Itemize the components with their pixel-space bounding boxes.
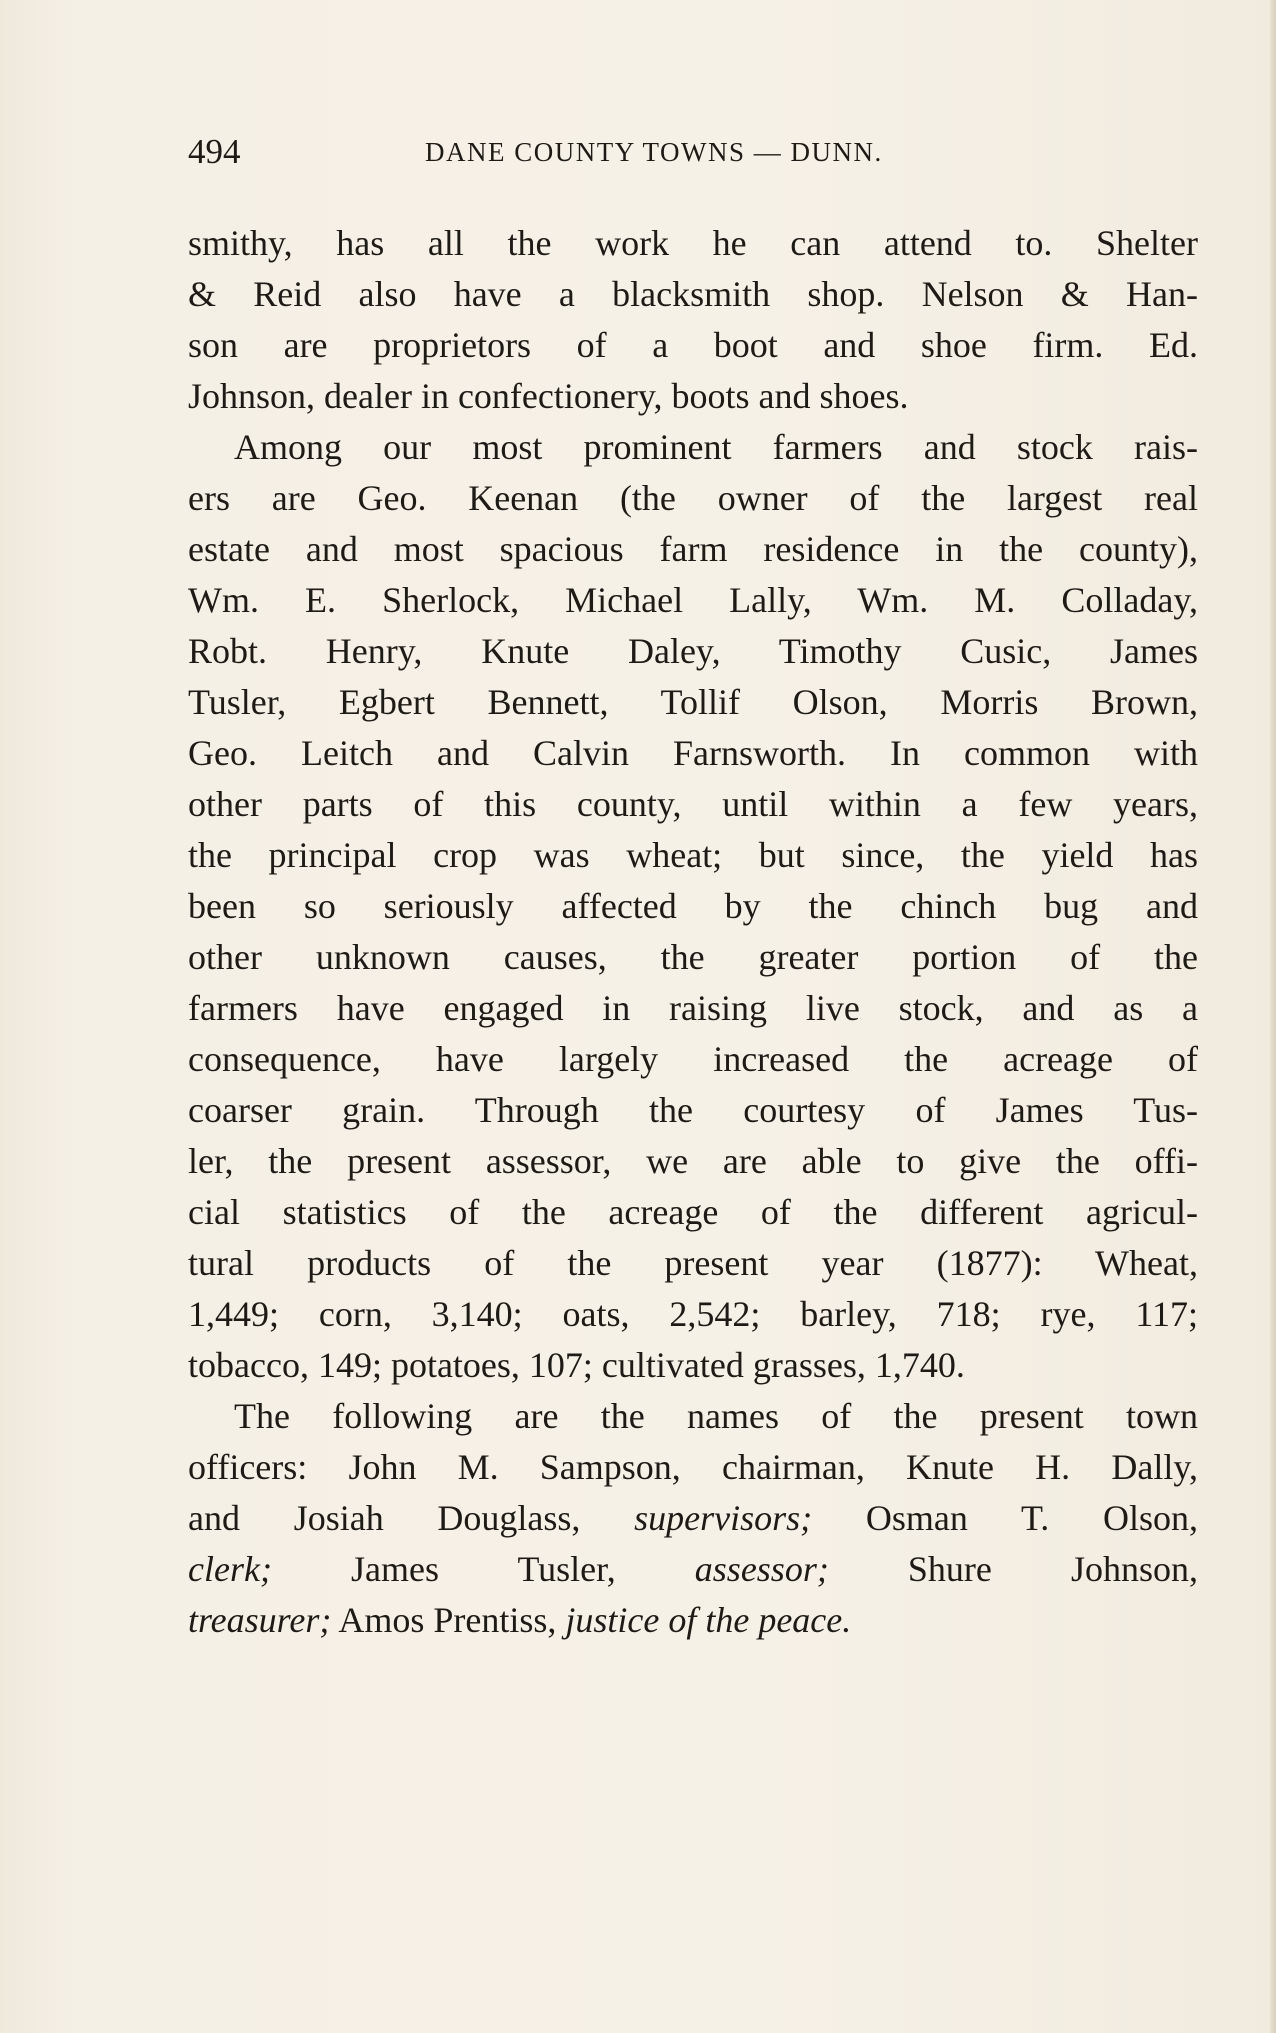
text-line: ler, the present assessor, we are able to give the offi- — [188, 1141, 1198, 1181]
italic-title: supervisors; — [634, 1498, 813, 1538]
text-line: & Reid also have a blacksmith shop. Nelson & Han- — [188, 274, 1198, 314]
italic-title: clerk; — [188, 1549, 272, 1589]
text-line: 1,449; corn, 3,140; oats, 2,542; barley, 718; rye, 117; — [188, 1294, 1198, 1334]
text-line: son are proprietors of a boot and shoe firm. Ed. — [188, 325, 1198, 365]
text-line: Johnson, dealer in confectionery, boots and shoes. — [188, 376, 909, 416]
text-line: coarser grain. Through the courtesy of James Tus- — [188, 1090, 1198, 1130]
text-line: estate and most spacious farm residence in the county), — [188, 529, 1198, 569]
text-line: been so seriously affected by the chinch bug and — [188, 886, 1198, 926]
text-line: farmers have engaged in raising live stock, and as a — [188, 988, 1198, 1028]
italic-title: justice of the peace. — [565, 1600, 852, 1640]
text-line: officers: John M. Sampson, chairman, Knute H. Dally, — [188, 1447, 1198, 1487]
text-run: Amos Prentiss, — [331, 1600, 566, 1640]
text-line — [188, 1544, 1198, 1595]
text-line — [188, 1493, 1198, 1544]
page-number: 494 — [188, 132, 241, 171]
page-edge-shadow — [1270, 0, 1276, 2033]
text-line: tobacco, 149; potatoes, 107; cultivated grasses, 1,740. — [188, 1345, 965, 1385]
text-line: Geo. Leitch and Calvin Farnsworth. In common with — [188, 733, 1198, 773]
text-line: Tusler, Egbert Bennett, Tollif Olson, Morris Brown, — [188, 682, 1198, 722]
italic-title: treasurer; — [188, 1600, 332, 1640]
text-line: consequence, have largely increased the acreage of — [188, 1039, 1198, 1079]
paragraph-start-line: Among our most prominent farmers and stock rais- — [234, 427, 1198, 467]
running-head: DANE COUNTY TOWNS — DUNN. — [425, 137, 883, 167]
paragraph-start-line: The following are the names of the present town — [234, 1396, 1198, 1436]
text-line: ers are Geo. Keenan (the owner of the largest real — [188, 478, 1198, 518]
text-run: Osman T. Olson, — [812, 1498, 1198, 1538]
text-run: James Tusler, — [271, 1549, 695, 1589]
page-header — [188, 126, 1198, 178]
text-line: other parts of this county, until within a few years, — [188, 784, 1198, 824]
text-line: Robt. Henry, Knute Daley, Timothy Cusic, James — [188, 631, 1198, 671]
body-text — [188, 218, 1198, 1646]
text-line: the principal crop was wheat; but since, the yield has — [188, 835, 1198, 875]
italic-title: assessor; — [694, 1549, 829, 1589]
text-line: smithy, has all the work he can attend to. Shelter — [188, 223, 1198, 263]
text-run: and Josiah Douglass, — [188, 1498, 635, 1538]
text-run: Shure Johnson, — [828, 1549, 1198, 1589]
text-line: tural products of the present year (1877): Wheat, — [188, 1243, 1198, 1283]
text-line: Wm. E. Sherlock, Michael Lally, Wm. M. Colladay, — [188, 580, 1198, 620]
text-line: cial statistics of the acreage of the different agricul- — [188, 1192, 1198, 1232]
text-line — [188, 1595, 1198, 1646]
text-line: other unknown causes, the greater portion of the — [188, 937, 1198, 977]
